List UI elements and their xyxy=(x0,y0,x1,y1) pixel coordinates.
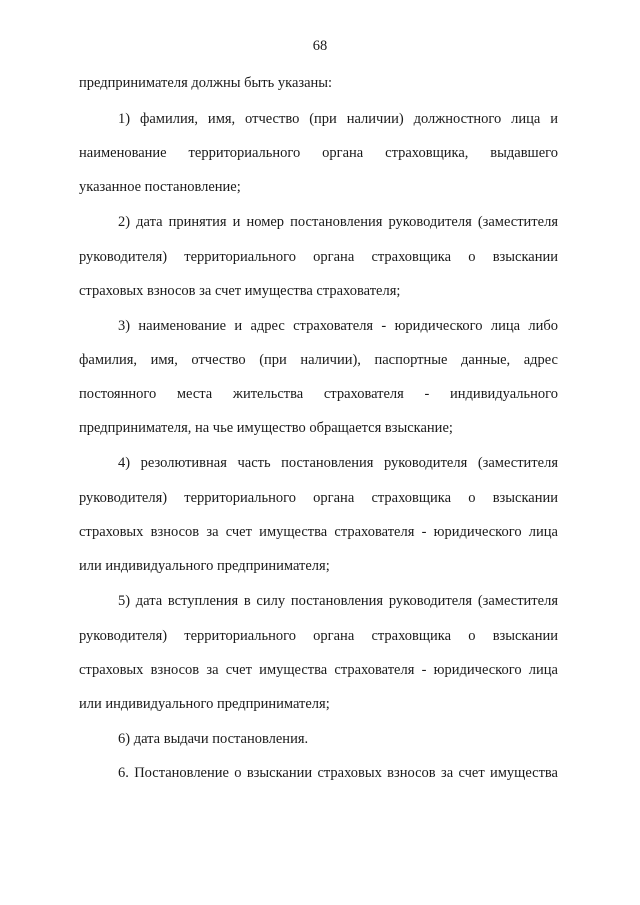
text-line-9: фамилия, имя, отчество (при наличии), паспортные данные, адрес xyxy=(79,352,558,368)
text-line-7: страховых взносов за счет имущества страхователя; xyxy=(79,283,401,299)
text-line-17: руководителя) территориального органа страховщика о взыскании xyxy=(79,628,558,644)
text-line-1: предпринимателя должны быть указаны: xyxy=(79,75,333,91)
text-line-10: постоянного места жительства страхователя - индивидуального xyxy=(79,386,558,402)
text-line-12: 4) резолютивная часть постановления руководителя (заместителя xyxy=(118,455,558,471)
text-line-15: или индивидуального предпринимателя; xyxy=(79,558,330,574)
text-line-8: 3) наименование и адрес страхователя - юридического лица либо xyxy=(118,318,558,334)
text-line-4: указанное постановление; xyxy=(79,179,241,195)
text-line-20: 6) дата выдачи постановления. xyxy=(118,731,309,747)
text-line-18: страховых взносов за счет имущества страхователя - юридического лица xyxy=(79,662,558,678)
text-line-14: страховых взносов за счет имущества страхователя - юридического лица xyxy=(79,524,558,540)
text-line-3: наименование территориального органа страховщика, выдавшего xyxy=(79,145,558,161)
page-number: 68 xyxy=(312,38,328,54)
text-line-5: 2) дата принятия и номер постановления руководителя (заместителя xyxy=(118,214,558,230)
text-line-21: 6. Постановление о взыскании страховых взносов за счет имущества xyxy=(118,765,558,781)
text-line-13: руководителя) территориального органа страховщика о взыскании xyxy=(79,490,558,506)
text-line-2: 1) фамилия, имя, отчество (при наличии) должностного лица и xyxy=(118,111,558,127)
text-line-16: 5) дата вступления в силу постановления руководителя (заместителя xyxy=(118,593,558,609)
text-line-11: предпринимателя, на чье имущество обращается взыскание; xyxy=(79,420,453,436)
text-line-6: руководителя) территориального органа страховщика о взыскании xyxy=(79,249,558,265)
text-line-19: или индивидуального предпринимателя; xyxy=(79,696,330,712)
